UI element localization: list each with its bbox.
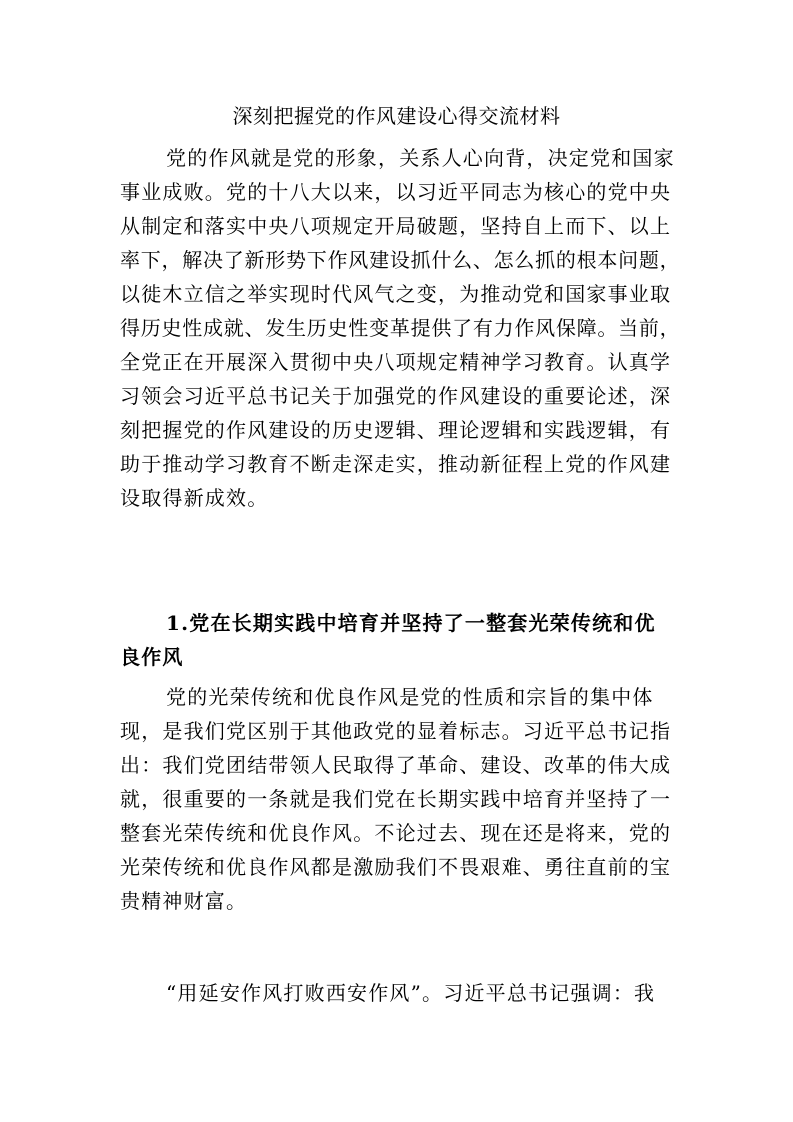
text-line: 设取得新成效。 [120, 486, 269, 510]
text-line: 就，很重要的一条就是我们党在长期实践中培育并坚持了一 [120, 787, 672, 811]
text-line: “用延安作风打败西安作风”。习近平总书记强调：我 [166, 981, 656, 1005]
text-line: 习领会习近平总书记关于加强党的作风建设的重要论述，深 [120, 384, 672, 408]
heading-line: 良作风 [120, 645, 184, 669]
text-line: 以徙木立信之举实现时代风气之变，为推动党和国家事业取 [120, 282, 672, 306]
text-line: 全党正在开展深入贯彻中央八项规定精神学习教育。认真学 [120, 350, 672, 374]
text-line: 党的作风就是党的形象，关系人心向背，决定党和国家 [166, 146, 675, 170]
text-line: 事业成败。党的十八大以来，以习近平同志为核心的党中央 [120, 180, 672, 204]
paragraph-section-1 [120, 680, 680, 918]
heading-line: 1.党在长期实践中培育并坚持了一整套光荣传统和优 [166, 611, 656, 635]
paragraph-yanan [120, 976, 680, 1010]
text-line: 率下，解决了新形势下作风建设抓什么、怎么抓的根本问题， [120, 248, 681, 272]
section-heading-1 [120, 606, 680, 674]
text-line: 出：我们党团结带领人民取得了革命、建设、改革的伟大成 [120, 753, 672, 777]
text-line: 整套光荣传统和优良作风。不论过去、现在还是将来，党的 [120, 821, 672, 845]
text-line: 现，是我们党区别于其他政党的显着标志。习近平总书记指 [120, 719, 672, 743]
text-line: 从制定和落实中央八项规定开局破题，坚持自上而下、以上 [120, 214, 672, 238]
text-line: 得历史性成就、发生历史性变革提供了有力作风保障。当前， [120, 316, 681, 340]
text-line: 贵精神财富。 [120, 889, 248, 913]
text-line: 光荣传统和优良作风都是激励我们不畏艰难、勇往直前的宝 [120, 855, 672, 879]
text-line: 党的光荣传统和优良作风是党的性质和宗旨的集中体 [166, 685, 654, 709]
paragraph-intro [120, 141, 680, 515]
text-line: 刻把握党的作风建设的历史逻辑、理论逻辑和实践逻辑，有 [120, 418, 672, 442]
document-title: 深刻把握党的作风建设心得交流材料 [232, 104, 561, 128]
text-line: 助于推动学习教育不断走深走实，推动新征程上党的作风建 [120, 452, 672, 476]
